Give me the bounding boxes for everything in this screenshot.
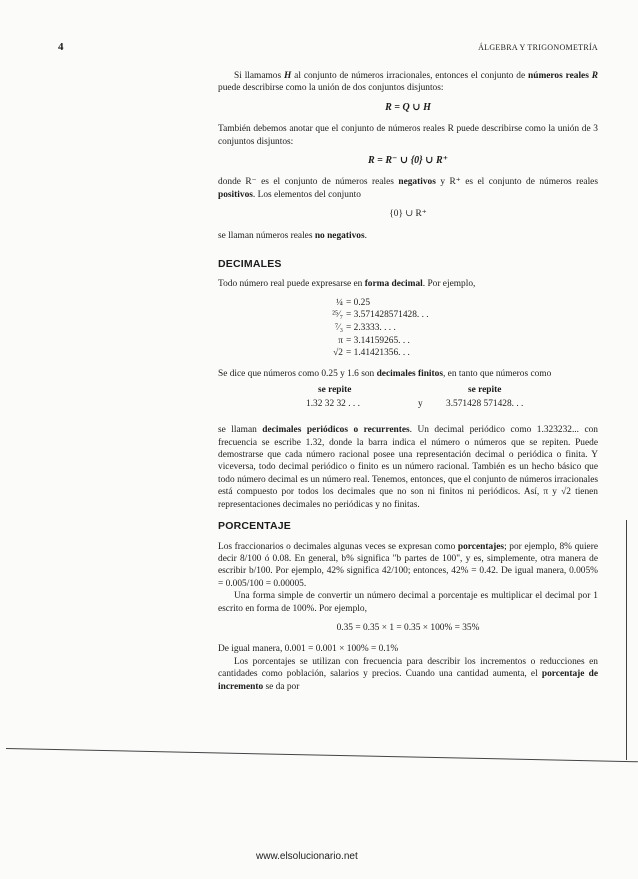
porcentaje-paragraph-4 [218, 656, 598, 693]
text-run: . Por ejemplo, [422, 279, 476, 290]
example-rhs: = 3.571428571428. . . [346, 310, 429, 321]
text-run: Se dice que números como 0.25 y 1.6 son [218, 368, 377, 379]
text-run: . Los elementos del conjunto [252, 189, 361, 200]
example-rhs: = 2.3333. . . . [346, 323, 396, 334]
section-heading-porcentaje: PORCENTAJE [218, 520, 291, 533]
running-head: ÁLGEBRA Y TRIGONOMETRÍA [478, 43, 598, 52]
text-run: ; por ejemplo, 8% quiere decir 8/100 ó 0.08. En general, b% significa "b partes de 100", y es, simplemente, otra manera de escribir b/100. Por ejemplo, 42% significa 42/100; entonces, 42% = 0.42. De igual manera, 0.005% = 0.005/100 = 0.00005. [218, 541, 598, 589]
page-number: 4 [58, 41, 64, 53]
decimal-example-row [218, 347, 598, 360]
text-run: . Un decimal periódico como 1.323232... con frecuencia se escribe 1.32, donde la barra indica el número o números que se repiten. Puede demostrarse que cada número racional posee una representación decimal o periódica o finita. Y viceversa, todo decimal periódico o finito es un número racional. También es un hecho básico que todo número decimal es un número real. Tenemos, entonces, que el conjunto de números irracionales está compuesto por todos los decimales que no son ni finitos ni periódicos. Así, π y √2 tienen representaciones decimales no periódicas y no finitas. [218, 425, 598, 510]
bold-term: negativos [398, 177, 436, 188]
bold-term: decimales periódicos o recurrentes [262, 425, 410, 436]
text-run: R [588, 71, 598, 81]
decimal-example-row [218, 297, 598, 310]
example-lhs: √2 [333, 348, 343, 359]
text-run: Todo número real puede expresarse en [218, 279, 365, 290]
bold-term: positivos [218, 189, 253, 200]
scan-edge-line [626, 520, 627, 760]
bold-term: números reales [528, 71, 589, 81]
example-lhs: ²⁵⁄₇ [332, 310, 343, 321]
text-run: y R⁺ es el conjunto de números reales [435, 177, 598, 188]
example-rhs: = 1.41421356. . . [346, 348, 410, 359]
text-run: se da por [263, 681, 300, 692]
equation-percent-conversion: 0.35 = 0.35 × 1 = 0.35 × 100% = 35% [336, 622, 480, 633]
porcentaje-paragraph-2: Una forma simple de convertir un número decimal a porcentaje es multiplicar el decimal por 1 escrito en forma de 100%. Por ejemplo, [218, 591, 598, 614]
section-heading-decimales: DECIMALES [218, 258, 282, 271]
text-run: H [284, 71, 292, 81]
intro-paragraph-2: También debemos anotar que el conjunto de números reales R puede describirse como la unión de 3 conjuntos disjuntos: [218, 124, 598, 147]
decimales-paragraph-3 [218, 424, 598, 511]
bold-term: no negativos [314, 230, 365, 241]
intro-paragraph-4 [218, 230, 598, 242]
bold-term: porcentaje de incremento [218, 669, 598, 692]
decimal-example-row [218, 309, 598, 322]
decimal-examples [218, 297, 598, 360]
text-run: se llaman números reales [218, 230, 315, 241]
intro-paragraph-3 [218, 176, 598, 201]
text-run: . [364, 230, 367, 241]
example-lhs: π [338, 335, 343, 346]
text-run: donde R⁻ es el conjunto de números reales [218, 177, 399, 188]
decimal-example-row [218, 322, 598, 335]
text-run: Los fraccionarios o decimales algunas veces se expresan como [218, 541, 458, 552]
equation-r-q-h: R = Q ∪ H [385, 101, 431, 113]
page-content [218, 70, 598, 693]
bold-term: forma decimal [364, 279, 423, 290]
bold-term: porcentajes [457, 541, 505, 552]
repeats-label: se repite [318, 385, 352, 396]
repeating-example-1: 1.32 32 32 . . . [306, 399, 360, 410]
text-run: Los porcentajes se utilizan con frecuencia para describir los incrementos o reducciones en cantidades como población, salarios y precios. Cuando una cantidad aumenta, el [218, 656, 598, 680]
text-run: puede describirse como la unión de dos conjuntos disjuntos: [218, 83, 444, 94]
repeating-example-2: 3.571428 571428. . . [446, 399, 524, 410]
intro-paragraph-1 [218, 70, 598, 95]
bold-term: decimales finitos [376, 368, 443, 379]
text-run: se llaman [218, 425, 263, 436]
repeating-decimal-examples [218, 384, 598, 418]
text-run: al conjunto de números irracionales, entonces el conjunto de [291, 71, 529, 81]
footer-url: www.elsolucionario.net [256, 851, 358, 862]
porcentaje-paragraph-3: De igual manera, 0.001 = 0.001 × 100% = 0.1% [218, 644, 399, 655]
decimales-paragraph-2 [218, 368, 598, 380]
text-run: , en tanto que números como [442, 368, 552, 379]
example-lhs: ⁷⁄₃ [334, 323, 343, 334]
decimales-paragraph-1 [218, 278, 598, 290]
example-rhs: = 0.25 [346, 297, 371, 308]
decimal-example-row [218, 335, 598, 348]
conjunction-y: y [418, 399, 423, 410]
example-rhs: = 3.14159265. . . [346, 335, 410, 346]
repeats-label: se repite [468, 385, 502, 396]
example-lhs: ¼ [335, 297, 343, 308]
porcentaje-paragraph-1 [218, 541, 598, 591]
scan-edge-line [6, 748, 638, 762]
equation-r-three-sets: R = R⁻ ∪ {0} ∪ R⁺ [368, 155, 448, 167]
text-run: Si llamamos [234, 71, 285, 81]
equation-zero-union-rplus: {0} ∪ R⁺ [389, 209, 427, 220]
